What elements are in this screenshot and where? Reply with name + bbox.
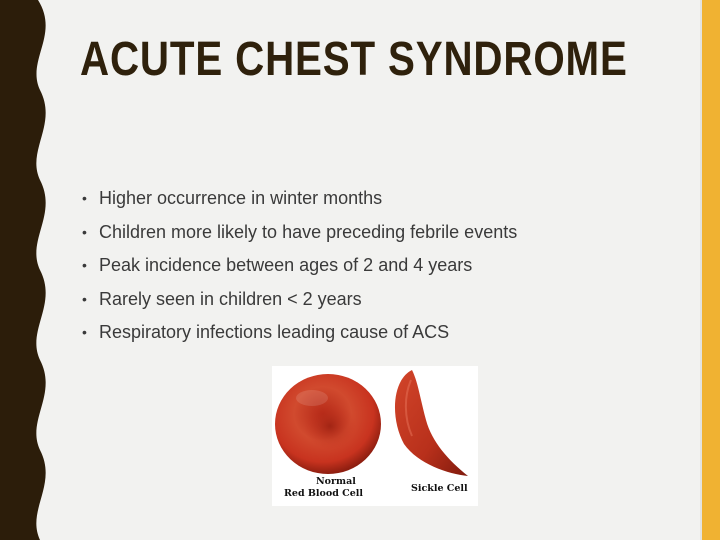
slide-title: ACUTE CHEST SYNDROME (80, 33, 628, 86)
bullet-text: Rarely seen in children < 2 years (99, 288, 362, 309)
bullet-text: Higher occurrence in winter months (99, 188, 383, 208)
bullet-item (82, 317, 642, 351)
bullet-dot: • (82, 290, 87, 307)
bullet-text: Children more likely to have preceding febrile events (99, 221, 518, 242)
bullet-list (82, 183, 642, 351)
bullet-item (82, 217, 642, 251)
normal-rbc-icon (275, 374, 381, 474)
bullet-dot: • (82, 223, 87, 240)
right-accent-band (702, 0, 720, 540)
sickle-cell-icon (395, 370, 468, 476)
sickle-caption: Sickle Cell (411, 483, 468, 494)
normal-caption-line1: Normal (316, 476, 356, 487)
bullet-text: Respiratory infections leading cause of ACS (99, 322, 450, 342)
bullet-item (82, 183, 642, 217)
blood-cell-figure (272, 366, 478, 506)
bullet-dot: • (82, 257, 87, 273)
bullet-item (82, 284, 642, 318)
normal-caption-line2: Red Blood Cell (284, 488, 363, 499)
left-wavy-band (0, 0, 60, 540)
bullet-dot: • (82, 190, 87, 206)
bullet-dot: • (82, 324, 87, 340)
bullet-item (82, 250, 642, 284)
bullet-text: Peak incidence between ages of 2 and 4 years (99, 255, 473, 275)
